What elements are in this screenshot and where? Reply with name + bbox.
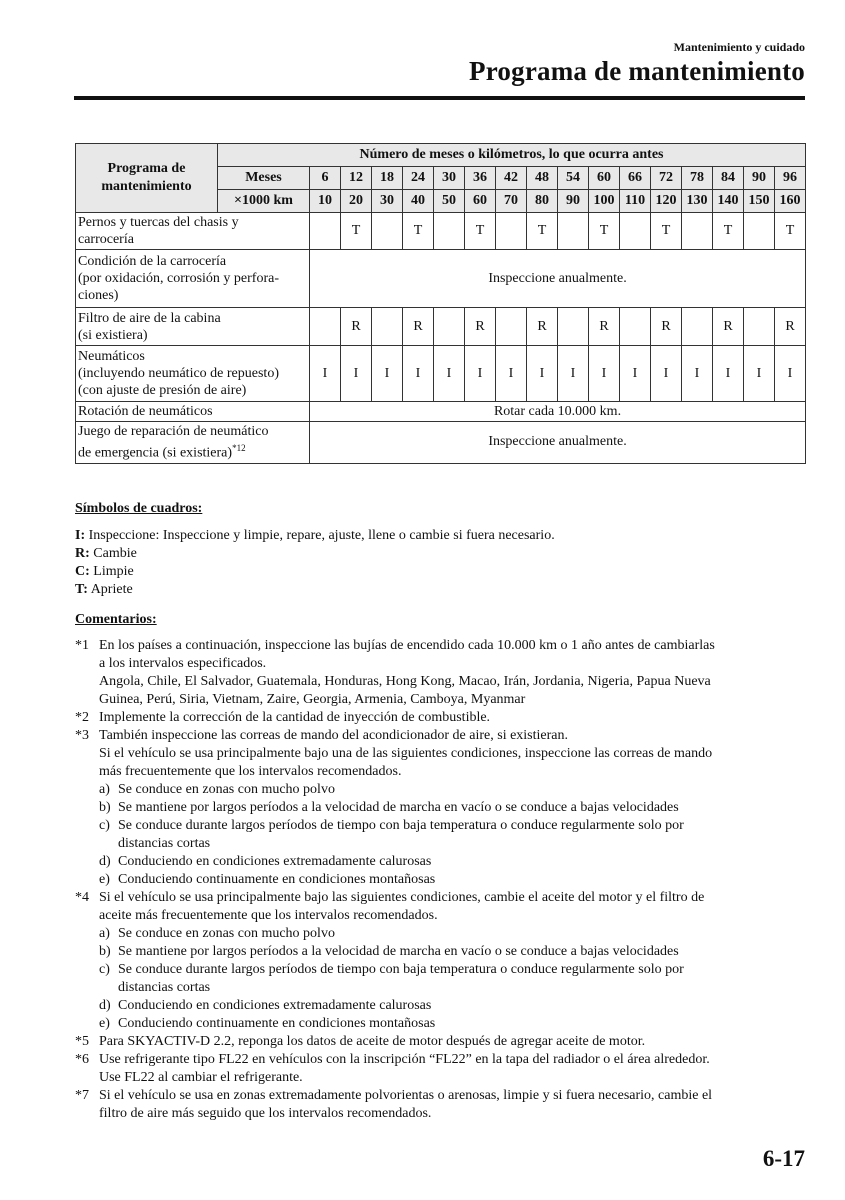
month-header: 12 bbox=[341, 167, 372, 190]
comment-note bbox=[75, 1051, 805, 1087]
schedule-cell: I bbox=[496, 346, 527, 402]
schedule-cell: I bbox=[403, 346, 434, 402]
symbols-title: Símbolos de cuadros: bbox=[75, 501, 203, 516]
schedule-cell: I bbox=[713, 346, 744, 402]
page-number: 6-17 bbox=[762, 1146, 805, 1171]
schedule-cell bbox=[434, 308, 465, 346]
note-subitem: c) Se conduce durante largos períodos de tiempo con baja temperatura o conduce regularmente solo por distancias cortas bbox=[99, 962, 684, 995]
row-label: Condición de la carrocería (por oxidación, corrosión y perfora- ciones) bbox=[76, 250, 310, 308]
km-header: 60 bbox=[465, 190, 496, 213]
span-cell: Rotar cada 10.000 km. bbox=[310, 402, 806, 422]
km-header: 140 bbox=[713, 190, 744, 213]
span-header: Número de meses o kilómetros, lo que ocurra antes bbox=[218, 144, 806, 167]
month-header: 36 bbox=[465, 167, 496, 190]
row-label: Juego de reparación de neumático de emergencia (si existiera)$^{*12}$ bbox=[76, 422, 310, 464]
note-marker: *7 bbox=[75, 1088, 89, 1103]
table-row bbox=[76, 402, 806, 422]
header-rule bbox=[74, 96, 805, 100]
note-line: Para SKYACTIV-D 2.2, reponga los datos de aceite de motor después de agregar aceite de motor. bbox=[99, 1034, 646, 1049]
note-line: a los intervalos especificados. bbox=[99, 656, 267, 671]
note-marker: *1 bbox=[75, 638, 89, 653]
km-header: 100 bbox=[589, 190, 620, 213]
note-line: Use refrigerante tipo FL22 en vehículos con la inscripción “FL22” en la tapa del radiador o el área alrededor. bbox=[99, 1052, 710, 1067]
schedule-cell bbox=[744, 213, 775, 250]
note-marker: *5 bbox=[75, 1034, 89, 1049]
schedule-cell: I bbox=[558, 346, 589, 402]
month-header: 48 bbox=[527, 167, 558, 190]
schedule-cell: I bbox=[682, 346, 713, 402]
footnote-ref: *12 bbox=[232, 443, 246, 453]
month-header: 66 bbox=[620, 167, 651, 190]
months-label: Meses bbox=[218, 167, 310, 190]
note-line: Angola, Chile, El Salvador, Guatemala, Honduras, Hong Kong, Macao, Irán, Jordania, Nigeria, Papua Nueva bbox=[99, 674, 711, 689]
month-header: 24 bbox=[403, 167, 434, 190]
note-subitem: b) Se mantiene por largos períodos a la velocidad de marcha en vacío o se conduce a bajas velocidades bbox=[99, 800, 679, 815]
km-header: 80 bbox=[527, 190, 558, 213]
schedule-cell: R bbox=[527, 308, 558, 346]
schedule-cell: I bbox=[527, 346, 558, 402]
schedule-cell: I bbox=[651, 346, 682, 402]
month-header: 90 bbox=[744, 167, 775, 190]
section-label: Mantenimiento y cuidado bbox=[673, 40, 805, 54]
note-marker: *4 bbox=[75, 890, 89, 905]
note-line: En los países a continuación, inspeccione las bujías de encendido cada 10.000 km o 1 año antes de cambiarlas bbox=[99, 638, 715, 653]
schedule-cell: I bbox=[589, 346, 620, 402]
month-header: 60 bbox=[589, 167, 620, 190]
note-subitem: d) Conduciendo en condiciones extremadamente calurosas bbox=[99, 854, 432, 869]
comment-note bbox=[75, 1087, 805, 1123]
comment-note bbox=[75, 889, 805, 1033]
note-line: filtro de aire más seguido que los intervalos recomendados. bbox=[99, 1106, 432, 1121]
note-subitem: a) Se conduce en zonas con mucho polvo bbox=[99, 782, 335, 797]
maintenance-table bbox=[75, 143, 806, 464]
note-subitem: d) Conduciendo en condiciones extremadamente calurosas bbox=[99, 998, 432, 1013]
note-subitem: b) Se mantiene por largos períodos a la velocidad de marcha en vacío o se conduce a bajas velocidades bbox=[99, 944, 679, 959]
km-header: 70 bbox=[496, 190, 527, 213]
span-cell: Inspeccione anualmente. bbox=[310, 422, 806, 464]
schedule-cell bbox=[620, 213, 651, 250]
schedule-cell: I bbox=[341, 346, 372, 402]
note-subitem: e) Conduciendo continuamente en condiciones montañosas bbox=[99, 872, 436, 887]
month-header: 18 bbox=[372, 167, 403, 190]
page-title: Programa de mantenimiento bbox=[469, 56, 805, 86]
schedule-cell: T bbox=[651, 213, 682, 250]
km-header: 150 bbox=[744, 190, 775, 213]
table-row bbox=[76, 250, 806, 308]
schedule-cell bbox=[620, 308, 651, 346]
schedule-cell: R bbox=[465, 308, 496, 346]
note-subitem: e) Conduciendo continuamente en condiciones montañosas bbox=[99, 1016, 436, 1031]
symbol-item: C: Limpie bbox=[75, 564, 134, 579]
km-label: ×1000 km bbox=[218, 190, 310, 213]
schedule-cell: R bbox=[403, 308, 434, 346]
schedule-cell: T bbox=[589, 213, 620, 250]
note-line: Use FL22 al cambiar el refrigerante. bbox=[99, 1070, 303, 1085]
schedule-cell bbox=[558, 213, 589, 250]
symbols-list bbox=[75, 527, 555, 599]
comment-note bbox=[75, 727, 805, 889]
table-row bbox=[76, 213, 806, 250]
km-header: 30 bbox=[372, 190, 403, 213]
month-header: 42 bbox=[496, 167, 527, 190]
span-cell: Inspeccione anualmente. bbox=[310, 250, 806, 308]
km-header: 10 bbox=[310, 190, 341, 213]
schedule-cell bbox=[372, 213, 403, 250]
schedule-cell bbox=[682, 213, 713, 250]
row-label: Neumáticos (incluyendo neumático de repuesto) (con ajuste de presión de aire) bbox=[76, 346, 310, 402]
note-line: Implemente la corrección de la cantidad de inyección de combustible. bbox=[99, 710, 491, 725]
note-marker: *2 bbox=[75, 710, 89, 725]
km-header: 130 bbox=[682, 190, 713, 213]
month-header: 54 bbox=[558, 167, 589, 190]
note-line: Si el vehículo se usa principalmente bajo las siguientes condiciones, cambie el aceite del motor y el filtro de bbox=[99, 890, 705, 905]
month-header: 84 bbox=[713, 167, 744, 190]
note-line: Guinea, Perú, Siria, Vietnam, Zaire, Georgia, Armenia, Camboya, Myanmar bbox=[99, 692, 526, 707]
table-row bbox=[76, 308, 806, 346]
schedule-cell: I bbox=[775, 346, 806, 402]
schedule-cell: T bbox=[527, 213, 558, 250]
km-header: 20 bbox=[341, 190, 372, 213]
note-subitem: a) Se conduce en zonas con mucho polvo bbox=[99, 926, 335, 941]
km-header: 40 bbox=[403, 190, 434, 213]
schedule-cell: R bbox=[341, 308, 372, 346]
schedule-cell: T bbox=[403, 213, 434, 250]
comment-note bbox=[75, 709, 805, 727]
schedule-cell: R bbox=[713, 308, 744, 346]
month-header: 6 bbox=[310, 167, 341, 190]
schedule-cell bbox=[310, 213, 341, 250]
schedule-cell: T bbox=[775, 213, 806, 250]
schedule-cell bbox=[434, 213, 465, 250]
km-header: 120 bbox=[651, 190, 682, 213]
schedule-cell: T bbox=[341, 213, 372, 250]
schedule-cell: I bbox=[620, 346, 651, 402]
schedule-cell bbox=[682, 308, 713, 346]
note-marker: *3 bbox=[75, 728, 89, 743]
row-label: Filtro de aire de la cabina (si existiera) bbox=[76, 308, 310, 346]
row-label: Pernos y tuercas del chasis y carrocería bbox=[76, 213, 310, 250]
schedule-cell bbox=[372, 308, 403, 346]
note-line: aceite más frecuentemente que los intervalos recomendados. bbox=[99, 908, 438, 923]
comments-list bbox=[75, 637, 805, 1123]
schedule-cell: R bbox=[651, 308, 682, 346]
schedule-cell: I bbox=[744, 346, 775, 402]
symbol-item: T: Apriete bbox=[75, 582, 133, 597]
note-marker: *6 bbox=[75, 1052, 89, 1067]
comments-title: Comentarios: bbox=[75, 612, 157, 627]
note-line: Si el vehículo se usa en zonas extremadamente polvorientas o arenosas, limpie y si fuera necesario, cambie el bbox=[99, 1088, 713, 1103]
table-row bbox=[76, 346, 806, 402]
schedule-cell bbox=[744, 308, 775, 346]
table-corner-header: Programa de mantenimiento bbox=[76, 144, 218, 213]
schedule-cell: R bbox=[589, 308, 620, 346]
comment-note bbox=[75, 637, 805, 709]
month-header: 96 bbox=[775, 167, 806, 190]
schedule-cell: T bbox=[465, 213, 496, 250]
note-line: También inspeccione las correas de mando del acondicionador de aire, si existieran. bbox=[99, 728, 568, 743]
month-header: 78 bbox=[682, 167, 713, 190]
schedule-cell: I bbox=[434, 346, 465, 402]
schedule-cell bbox=[310, 308, 341, 346]
schedule-cell: I bbox=[310, 346, 341, 402]
comment-note bbox=[75, 1033, 805, 1051]
symbol-item: R: Cambie bbox=[75, 546, 137, 561]
row-label: Rotación de neumáticos bbox=[76, 402, 310, 422]
table-row bbox=[76, 422, 806, 464]
schedule-cell bbox=[496, 213, 527, 250]
note-subitem: c) Se conduce durante largos períodos de tiempo con baja temperatura o conduce regularmente solo por distancias cortas bbox=[99, 818, 684, 851]
schedule-cell: T bbox=[713, 213, 744, 250]
note-line: Si el vehículo se usa principalmente bajo una de las siguientes condiciones, inspeccione las correas de mando bbox=[99, 746, 713, 761]
schedule-cell: I bbox=[465, 346, 496, 402]
schedule-cell bbox=[496, 308, 527, 346]
km-header: 90 bbox=[558, 190, 589, 213]
km-header: 160 bbox=[775, 190, 806, 213]
km-header: 110 bbox=[620, 190, 651, 213]
km-header: 50 bbox=[434, 190, 465, 213]
schedule-cell: R bbox=[775, 308, 806, 346]
note-line: más frecuentemente que los intervalos recomendados. bbox=[99, 764, 402, 779]
schedule-cell: I bbox=[372, 346, 403, 402]
schedule-cell bbox=[558, 308, 589, 346]
month-header: 72 bbox=[651, 167, 682, 190]
month-header: 30 bbox=[434, 167, 465, 190]
symbol-item: I: Inspeccione: Inspeccione y limpie, repare, ajuste, llene o cambie si fuera necesario. bbox=[75, 528, 555, 543]
